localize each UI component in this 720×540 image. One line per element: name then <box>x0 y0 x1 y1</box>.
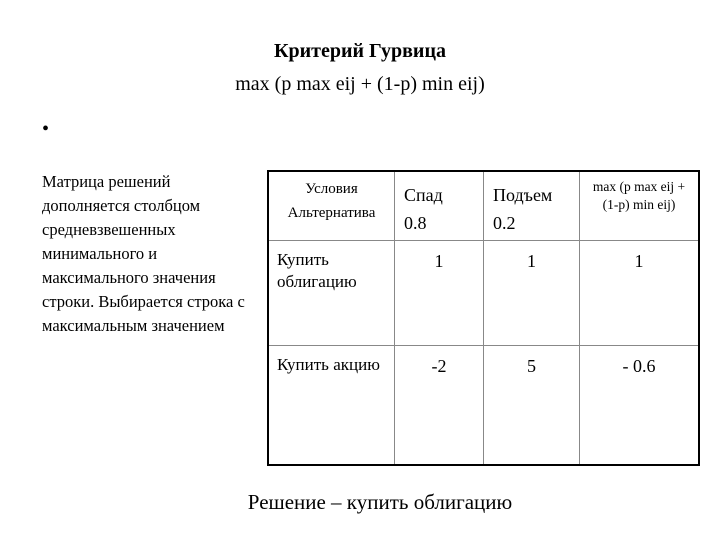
row-label: Купить облигацию <box>277 250 357 291</box>
result-cell: - 0.6 <box>622 356 656 376</box>
row-label: Купить акцию <box>277 355 380 374</box>
column-header-decline <box>395 171 484 241</box>
column-header-rise <box>484 171 580 241</box>
formula-subtitle: max (p max eij + (1-p) min eij) <box>235 73 485 95</box>
corner-cell <box>268 171 395 241</box>
table-cell: 5 <box>527 356 536 376</box>
table-cell: -2 <box>431 356 447 376</box>
conclusion-text: Решение – купить облигацию <box>247 490 513 514</box>
column-probability: 0.8 <box>404 213 427 233</box>
conditions-label: Условия <box>305 181 358 197</box>
column-name: Спад <box>404 185 443 205</box>
alternative-label: Альтернатива <box>287 205 376 221</box>
decision-matrix <box>267 170 700 466</box>
slide-title: Критерий Гурвица <box>274 40 446 62</box>
table-cell: 1 <box>527 251 536 271</box>
bullet-marker: • <box>42 118 50 140</box>
column-probability: 0.2 <box>493 213 516 233</box>
table-cell: 1 <box>434 251 444 271</box>
result-cell: 1 <box>634 251 644 271</box>
table-row <box>268 241 699 346</box>
description-text: Матрица решений дополняется столбцом средневзвешенных минимального и максимального значения строки. Выбирается строка с максимальным значением <box>42 172 245 335</box>
header-row <box>268 171 699 241</box>
table-row <box>268 346 699 466</box>
column-header-result <box>580 171 700 241</box>
result-column-label: max (p max eij + (1-p) min eij) <box>592 179 686 212</box>
column-name: Подъем <box>493 185 553 205</box>
